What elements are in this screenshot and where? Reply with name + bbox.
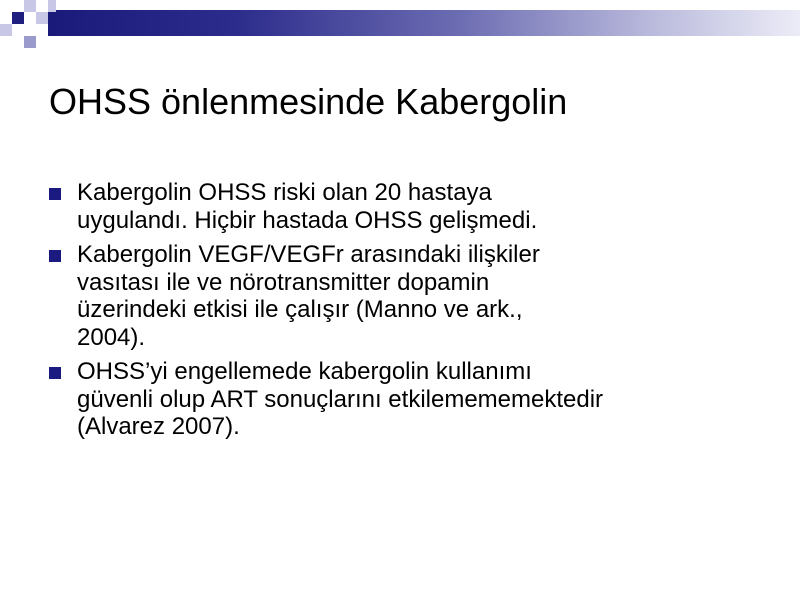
bullet-list bbox=[47, 179, 767, 448]
banner-square-icon bbox=[24, 0, 36, 12]
banner-gradient-bar bbox=[48, 10, 800, 36]
banner-square-icon bbox=[36, 12, 48, 24]
slide-title: OHSS önlenmesinde Kabergolin bbox=[49, 81, 568, 122]
square-bullet-icon bbox=[49, 250, 61, 262]
bullet-item bbox=[47, 179, 767, 234]
bullet-text-line: Kabergolin OHSS riski olan 20 hastaya bbox=[77, 179, 492, 206]
banner-square-icon bbox=[12, 12, 24, 24]
decorative-banner bbox=[0, 0, 800, 50]
bullet-text-line: Kabergolin VEGF/VEGFr arasındaki ilişkiler bbox=[77, 241, 540, 268]
square-bullet-icon bbox=[49, 188, 61, 200]
banner-square-icon bbox=[0, 24, 12, 36]
bullet-text-line: üzerindeki etkisi ile çalışır (Manno ve ark., bbox=[77, 296, 523, 323]
bullet-item bbox=[47, 241, 767, 351]
bullet-text-line: (Alvarez 2007). bbox=[77, 413, 240, 440]
bullet-text-line: uygulandı. Hiçbir hastada OHSS gelişmedi. bbox=[77, 206, 538, 234]
square-bullet-icon bbox=[49, 367, 61, 379]
banner-square-icon bbox=[48, 0, 56, 12]
bullet-text-line: OHSS’yi engellemede kabergolin kullanımı bbox=[77, 358, 532, 385]
bullet-text-line: güvenli olup ART sonuçlarını etkilemememektedir bbox=[77, 385, 604, 413]
banner-square-icon bbox=[24, 36, 36, 48]
bullet-text-line: 2004). bbox=[77, 323, 146, 351]
bullet-text-line: vasıtası ile ve nörotransmitter dopamin bbox=[77, 268, 490, 296]
bullet-item bbox=[47, 358, 767, 441]
